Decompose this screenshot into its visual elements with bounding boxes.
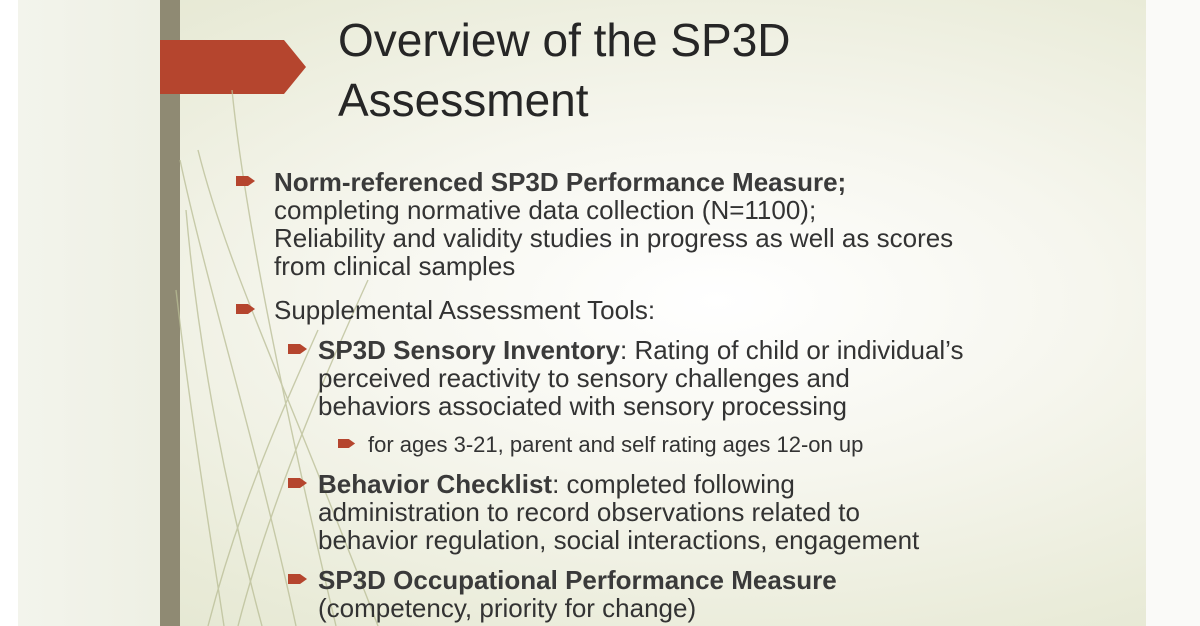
bullet-text-line: (competency, priority for change) [318,593,697,623]
arrow-bullet-icon [338,437,356,450]
bullet-text: Supplemental Assessment Tools: [274,295,656,325]
bullet-text-line: behavior regulation, social interactions, engagement [318,525,920,555]
bullet-text-line: Reliability and validity studies in progress as well as scores [274,223,954,253]
arrow-bullet-icon [236,174,256,188]
arrow-bullet-icon [236,302,256,316]
bullet-supplemental-tools [236,296,1116,324]
bullet-text-line: from clinical samples [274,251,516,281]
bullet-text-line: behaviors associated with sensory processing [318,391,847,421]
slide-title [338,10,1098,130]
left-margin [0,0,18,626]
bullet-text: : Rating of child or individual’s [620,335,964,365]
title-arrow-banner [160,40,306,94]
bullet-list [236,168,1116,622]
arrow-bullet-icon [288,342,308,356]
bullet-heading: SP3D Sensory Inventory [318,335,620,365]
slide [18,0,1146,626]
bullet-text-line: perceived reactivity to sensory challenges and [318,363,850,393]
bullet-text-line: completing normative data collection (N=1100); [274,195,817,225]
bullet-text: for ages 3-21, parent and self rating ages 12-on up [368,432,864,457]
bullet-text: : completed following [552,469,795,499]
bullet-heading: Norm-referenced SP3D Performance Measure; [274,167,847,197]
slide-left-band [18,0,160,626]
arrow-bullet-icon [288,476,308,490]
bullet-behavior-checklist [236,470,1116,554]
bullet-ages [236,432,1116,458]
arrow-bullet-icon [288,572,308,586]
bullet-heading: Behavior Checklist [318,469,553,499]
bullet-norm-referenced [236,168,1116,280]
bullet-sensory-inventory [236,336,1116,420]
right-margin [1146,0,1200,626]
bullet-heading: SP3D Occupational Performance Measure [318,565,837,595]
bullet-occupational-performance [236,566,1116,622]
title-line-1: Overview of the SP3D [338,14,791,66]
bullet-text-line: administration to record observations related to [318,497,860,527]
title-line-2: Assessment [338,74,589,126]
